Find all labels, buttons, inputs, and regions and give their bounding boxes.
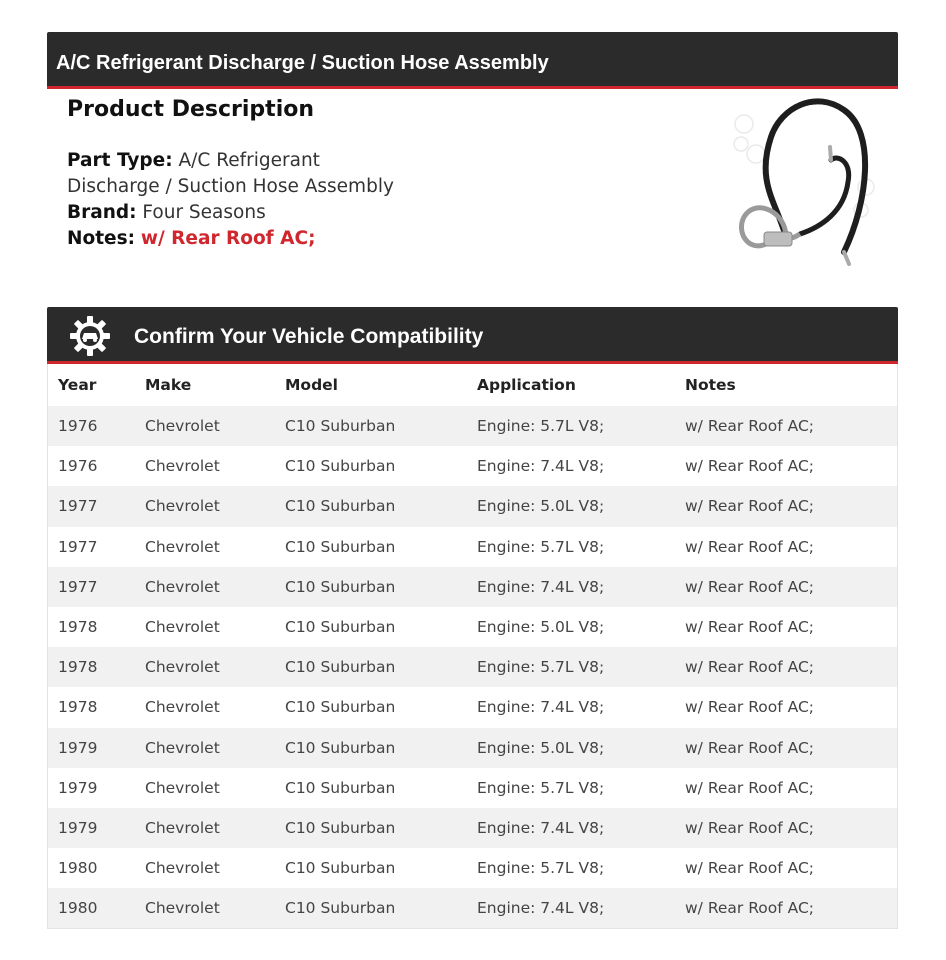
cell-notes: w/ Rear Roof AC;	[685, 738, 815, 757]
cell-model: C10 Suburban	[285, 698, 396, 717]
cell-make: Chevrolet	[145, 417, 220, 436]
brand-line	[67, 200, 627, 226]
table-row	[48, 848, 897, 888]
hose-assembly-image	[726, 92, 876, 272]
cell-notes: w/ Rear Roof AC;	[685, 537, 815, 556]
cell-notes: w/ Rear Roof AC;	[685, 899, 815, 918]
cell-model: C10 Suburban	[285, 818, 396, 837]
cell-year: 1979	[58, 738, 98, 757]
cell-make: Chevrolet	[145, 899, 220, 918]
product-description	[67, 94, 627, 252]
cell-make: Chevrolet	[145, 537, 220, 556]
column-header-year: Year	[58, 376, 97, 394]
table-row	[48, 446, 897, 486]
gear-car-icon	[69, 315, 111, 357]
column-header-notes: Notes	[685, 376, 736, 394]
cell-application: Engine: 7.4L V8;	[477, 577, 605, 596]
table-row	[48, 527, 897, 567]
cell-notes: w/ Rear Roof AC;	[685, 618, 815, 637]
cell-make: Chevrolet	[145, 698, 220, 717]
cell-year: 1977	[58, 497, 98, 516]
cell-make: Chevrolet	[145, 457, 220, 476]
compatibility-table-wrap	[47, 364, 898, 929]
cell-application: Engine: 5.7L V8;	[477, 778, 605, 797]
cell-notes: w/ Rear Roof AC;	[685, 497, 815, 516]
column-header-application: Application	[477, 376, 576, 394]
table-row	[48, 647, 897, 687]
cell-application: Engine: 7.4L V8;	[477, 698, 605, 717]
compatibility-bar	[47, 307, 898, 364]
column-header-model: Model	[285, 376, 338, 394]
cell-year: 1978	[58, 698, 98, 717]
cell-year: 1979	[58, 818, 98, 837]
table-row	[48, 567, 897, 607]
cell-make: Chevrolet	[145, 859, 220, 878]
cell-notes: w/ Rear Roof AC;	[685, 859, 815, 878]
cell-notes: w/ Rear Roof AC;	[685, 658, 815, 677]
cell-year: 1977	[58, 537, 98, 556]
table-row	[48, 406, 897, 446]
cell-model: C10 Suburban	[285, 778, 396, 797]
table-row	[48, 607, 897, 647]
cell-model: C10 Suburban	[285, 457, 396, 476]
notes-label: Notes:	[67, 228, 135, 249]
cell-application: Engine: 7.4L V8;	[477, 818, 605, 837]
cell-year: 1977	[58, 577, 98, 596]
table-row	[48, 808, 897, 848]
cell-model: C10 Suburban	[285, 859, 396, 878]
cell-year: 1980	[58, 859, 98, 878]
cell-make: Chevrolet	[145, 577, 220, 596]
compatibility-title: Confirm Your Vehicle Compatibility	[134, 325, 484, 348]
notes-line	[67, 226, 627, 252]
brand-label: Brand:	[67, 202, 137, 223]
cell-application: Engine: 5.0L V8;	[477, 497, 605, 516]
cell-make: Chevrolet	[145, 738, 220, 757]
cell-application: Engine: 5.7L V8;	[477, 658, 605, 677]
cell-notes: w/ Rear Roof AC;	[685, 778, 815, 797]
cell-model: C10 Suburban	[285, 738, 396, 757]
part-type-label: Part Type:	[67, 150, 173, 171]
cell-application: Engine: 5.0L V8;	[477, 618, 605, 637]
table-row	[48, 728, 897, 768]
cell-model: C10 Suburban	[285, 537, 396, 556]
cell-application: Engine: 5.7L V8;	[477, 859, 605, 878]
cell-application: Engine: 5.0L V8;	[477, 738, 605, 757]
part-type-value: A/C Refrigerant Discharge / Suction Hose Assembly	[67, 150, 394, 197]
cell-notes: w/ Rear Roof AC;	[685, 698, 815, 717]
cell-year: 1978	[58, 658, 98, 677]
table-row	[48, 768, 897, 808]
cell-notes: w/ Rear Roof AC;	[685, 417, 815, 436]
part-type-line	[67, 148, 417, 200]
cell-make: Chevrolet	[145, 658, 220, 677]
table-row	[48, 888, 897, 928]
cell-notes: w/ Rear Roof AC;	[685, 577, 815, 596]
cell-notes: w/ Rear Roof AC;	[685, 818, 815, 837]
cell-application: Engine: 5.7L V8;	[477, 417, 605, 436]
cell-model: C10 Suburban	[285, 577, 396, 596]
cell-model: C10 Suburban	[285, 417, 396, 436]
cell-model: C10 Suburban	[285, 618, 396, 637]
cell-notes: w/ Rear Roof AC;	[685, 457, 815, 476]
cell-model: C10 Suburban	[285, 497, 396, 516]
cell-year: 1976	[58, 417, 98, 436]
cell-model: C10 Suburban	[285, 658, 396, 677]
cell-make: Chevrolet	[145, 618, 220, 637]
cell-application: Engine: 7.4L V8;	[477, 899, 605, 918]
cell-model: C10 Suburban	[285, 899, 396, 918]
notes-value: w/ Rear Roof AC;	[140, 228, 316, 249]
brand-value: Four Seasons	[142, 202, 266, 223]
cell-application: Engine: 5.7L V8;	[477, 537, 605, 556]
cell-application: Engine: 7.4L V8;	[477, 457, 605, 476]
table-row	[48, 486, 897, 526]
table-row	[48, 687, 897, 727]
compatibility-table	[48, 364, 897, 928]
description-heading: Product Description	[67, 97, 315, 122]
cell-year: 1976	[58, 457, 98, 476]
product-title: A/C Refrigerant Discharge / Suction Hose Assembly	[56, 52, 549, 74]
cell-make: Chevrolet	[145, 778, 220, 797]
cell-year: 1978	[58, 618, 98, 637]
cell-make: Chevrolet	[145, 818, 220, 837]
cell-make: Chevrolet	[145, 497, 220, 516]
column-header-make: Make	[145, 376, 192, 394]
cell-year: 1979	[58, 778, 98, 797]
table-header-row	[48, 364, 897, 406]
cell-year: 1980	[58, 899, 98, 918]
product-title-bar	[47, 32, 898, 89]
